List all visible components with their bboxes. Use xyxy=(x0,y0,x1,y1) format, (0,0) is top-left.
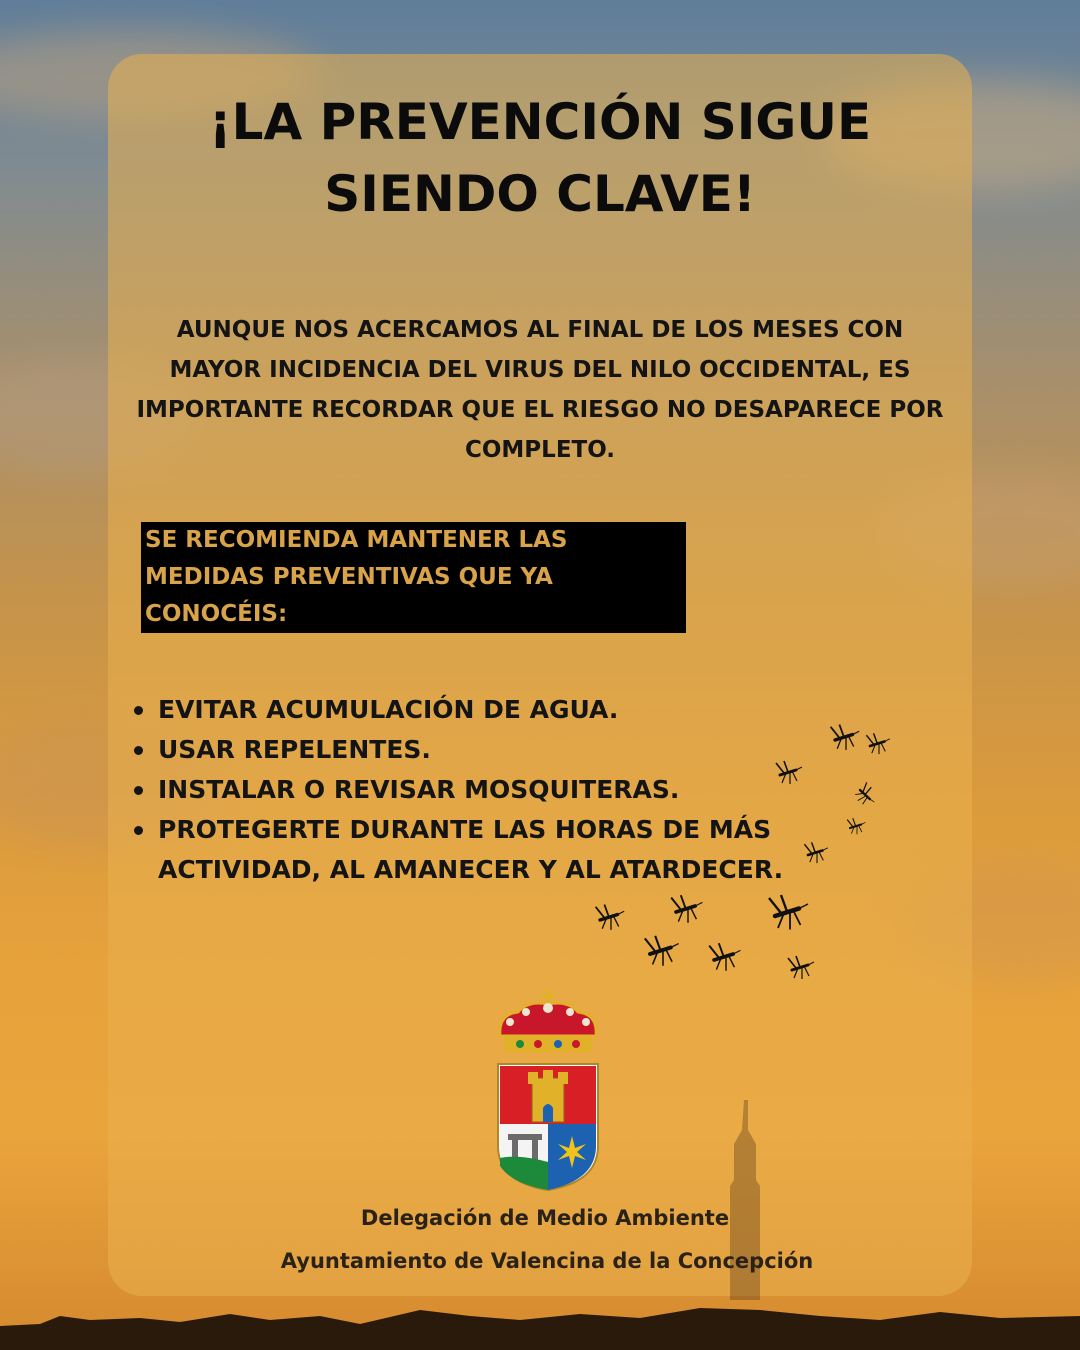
mosquito-icon xyxy=(831,725,860,750)
town-skyline xyxy=(0,1280,1080,1350)
mosquito-icon xyxy=(847,818,865,834)
list-item: EVITAR ACUMULACIÓN DE AGUA. xyxy=(158,690,858,730)
list-item: USAR REPELENTES. xyxy=(158,730,858,770)
mosquito-icon xyxy=(645,936,679,966)
mosquito-icon xyxy=(866,733,889,754)
mosquito-icon xyxy=(776,761,802,784)
footer-department: Delegación de Medio Ambiente xyxy=(360,1206,730,1230)
intro-paragraph: AUNQUE NOS ACERCAMOS AL FINAL DE LOS MESES CON MAYOR INCIDENCIA DEL VIRUS DEL NILO OCCIDENTAL, ES IMPORTANTE RECORDAR QUE EL RIESGO NO DESAPARECE POR COMPLETO. xyxy=(136,317,944,463)
mosquito-icon xyxy=(852,782,878,809)
list-item: INSTALAR O REVISAR MOSQUITERAS. xyxy=(158,770,858,810)
coat-of-arms-crest xyxy=(488,986,608,1192)
poster-title xyxy=(108,86,972,230)
mosquito-icon xyxy=(788,956,814,979)
mosquito-icon xyxy=(769,895,808,930)
mosquito-icon xyxy=(804,842,827,863)
title-line-1: ¡LA PREVENCIÓN SIGUE xyxy=(208,93,872,151)
mosquito-swarm xyxy=(580,720,910,1000)
mosquito-icon xyxy=(671,895,702,923)
footer-city-council: Ayuntamiento de Valencina de la Concepción xyxy=(280,1249,814,1273)
mosquito-icon xyxy=(709,943,740,971)
recommendation-highlight: SE RECOMIENDA MANTENER LAS MEDIDAS PREVENTIVAS QUE YA CONOCÉIS: xyxy=(141,522,686,633)
title-line-2: SIENDO CLAVE! xyxy=(324,165,756,223)
list-item: PROTEGERTE DURANTE LAS HORAS DE MÁS ACTIVIDAD, AL AMANECER Y AL ATARDECER. xyxy=(158,810,858,890)
mosquito-icon xyxy=(596,905,625,930)
